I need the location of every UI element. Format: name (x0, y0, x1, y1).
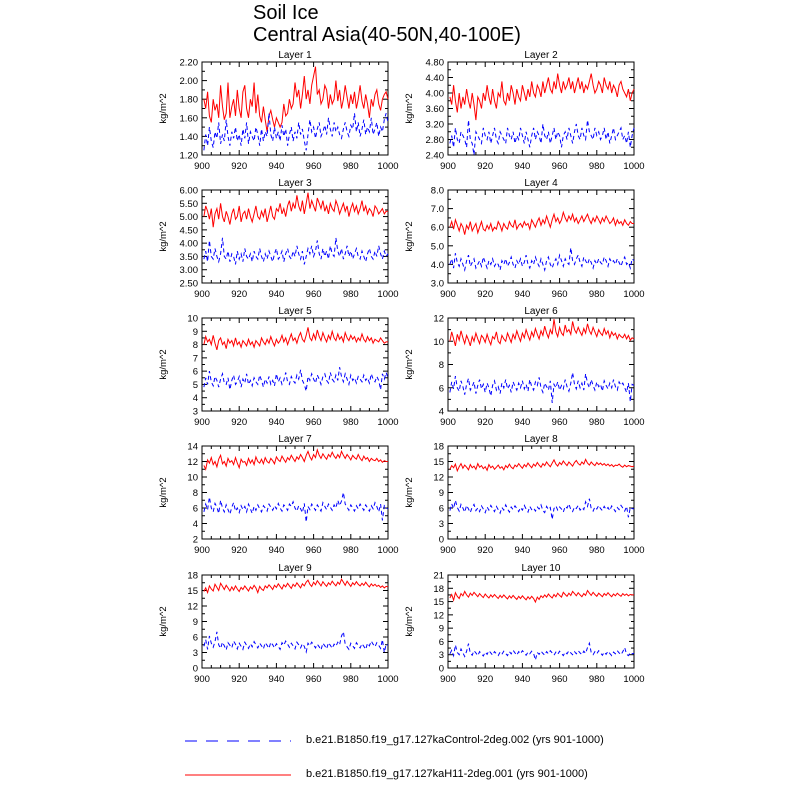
panel-title: Layer 8 (524, 434, 558, 445)
y-tick-label: 3 (438, 650, 444, 662)
panel-title: Layer 6 (524, 306, 558, 317)
x-tick-label: 900 (194, 417, 210, 428)
series-line-experiment (450, 591, 634, 603)
panel-title: Layer 7 (278, 434, 312, 445)
y-axis-label: kg/m^2 (158, 349, 169, 380)
y-axis-label: kg/m^2 (404, 221, 415, 252)
plot-frame (448, 446, 634, 539)
y-tick-label: 4.00 (425, 88, 444, 100)
x-tick-label: 900 (194, 289, 210, 300)
x-tick-label: 960 (551, 674, 568, 685)
y-tick-label: 9 (192, 617, 198, 628)
chart-subtitle: Central Asia(40-50N,40-100E) (253, 24, 521, 46)
series-line-experiment (204, 193, 388, 228)
y-tick-label: 10 (187, 472, 198, 484)
legend-line-control (183, 733, 293, 749)
x-tick-label: 900 (194, 545, 210, 556)
panel-layer-4 (404, 178, 645, 300)
x-tick-label: 960 (305, 289, 322, 300)
y-tick-label: 5.0 (430, 241, 444, 253)
y-tick-label: 6.00 (179, 185, 198, 197)
x-tick-label: 1000 (377, 417, 399, 428)
x-tick-label: 1000 (377, 545, 399, 556)
x-tick-label: 960 (305, 161, 322, 172)
y-tick-label: 9 (438, 488, 444, 499)
x-tick-label: 1000 (623, 674, 645, 685)
y-tick-label: 14 (187, 441, 198, 453)
x-tick-label: 940 (268, 545, 285, 556)
series-line-control (450, 643, 634, 660)
x-tick-label: 1000 (377, 674, 399, 685)
y-tick-label: 3.0 (430, 278, 444, 290)
chart-title: Soil Ice (253, 2, 319, 24)
series-line-control (450, 373, 634, 403)
y-tick-label: 12 (433, 610, 444, 622)
y-tick-label: 6.0 (430, 222, 444, 234)
x-tick-label: 940 (268, 417, 285, 428)
y-tick-label: 18 (433, 441, 444, 453)
y-tick-label: 5.00 (179, 212, 198, 224)
y-tick-label: 8 (192, 340, 198, 352)
x-tick-label: 960 (551, 289, 568, 300)
y-tick-label: 4.80 (425, 57, 444, 69)
y-tick-label: 6 (192, 632, 198, 644)
panel-layer-1 (158, 50, 399, 172)
y-axis-label: kg/m^2 (404, 349, 415, 380)
x-tick-label: 1000 (623, 545, 645, 556)
y-tick-label: 12 (187, 457, 198, 468)
series-line-control (204, 632, 388, 653)
y-tick-label: 4 (192, 393, 198, 405)
x-tick-label: 940 (514, 545, 531, 556)
x-tick-label: 960 (551, 417, 568, 428)
series-line-control (204, 113, 388, 150)
panel-title: Layer 2 (524, 50, 558, 61)
x-tick-label: 900 (440, 289, 456, 300)
y-tick-label: 8.0 (430, 185, 444, 197)
y-tick-label: 2 (192, 534, 198, 546)
plot-frame (202, 318, 388, 411)
series-line-experiment (450, 212, 634, 234)
legend-label-control: b.e21.B1850.f19_g17.127kaControl-2deg.002 (yrs 901-1000) (306, 734, 604, 746)
y-tick-label: 8 (192, 488, 198, 499)
y-tick-label: 9 (438, 623, 444, 635)
panel-layer-2 (404, 50, 645, 172)
x-tick-label: 940 (268, 161, 285, 172)
x-tick-label: 920 (231, 417, 248, 428)
x-tick-label: 920 (231, 545, 248, 556)
y-tick-label: 18 (187, 570, 198, 582)
panel-layer-7 (158, 434, 399, 556)
legend-label-experiment: b.e21.B1850.f19_g17.127kaH11-2deg.001 (yrs 901-1000) (306, 768, 588, 780)
series-line-experiment (450, 459, 634, 470)
x-tick-label: 940 (514, 289, 531, 300)
x-tick-label: 960 (305, 545, 322, 556)
series-line-experiment (450, 74, 634, 121)
x-tick-label: 920 (477, 289, 494, 300)
x-tick-label: 900 (194, 674, 210, 685)
x-tick-label: 980 (342, 289, 359, 300)
series-line-control (450, 120, 634, 155)
x-tick-label: 1000 (377, 289, 399, 300)
y-tick-label: 0 (192, 663, 198, 675)
y-tick-label: 15 (433, 597, 444, 609)
x-tick-label: 980 (342, 674, 359, 685)
series-line-experiment (204, 327, 388, 350)
panel-layer-5 (158, 306, 399, 428)
x-tick-label: 940 (514, 674, 531, 685)
x-tick-label: 1000 (623, 417, 645, 428)
panel-layer-9 (158, 563, 399, 685)
y-axis-label: kg/m^2 (404, 477, 415, 508)
y-tick-label: 5 (192, 379, 198, 391)
y-tick-label: 6 (438, 383, 444, 395)
x-tick-label: 980 (588, 161, 605, 172)
y-axis-label: kg/m^2 (158, 606, 169, 637)
x-tick-label: 920 (477, 545, 494, 556)
x-tick-label: 900 (440, 417, 456, 428)
panel-title: Layer 3 (278, 178, 312, 189)
series-line-experiment (450, 319, 634, 346)
y-tick-label: 5.50 (179, 198, 198, 210)
y-tick-label: 12 (433, 313, 444, 325)
plot-frame (202, 190, 388, 283)
y-tick-label: 4 (192, 519, 198, 530)
x-tick-label: 980 (342, 545, 359, 556)
x-tick-label: 960 (305, 674, 322, 685)
x-tick-label: 940 (268, 289, 285, 300)
y-tick-label: 1.80 (179, 94, 198, 106)
x-tick-label: 920 (231, 161, 248, 172)
x-tick-label: 980 (342, 161, 359, 172)
y-tick-label: 12 (433, 472, 444, 484)
y-axis-label: kg/m^2 (404, 93, 415, 124)
series-line-control (450, 248, 634, 270)
x-tick-label: 980 (342, 417, 359, 428)
x-tick-label: 1000 (623, 161, 645, 172)
panel-layer-6 (404, 306, 645, 428)
y-tick-label: 0 (438, 663, 444, 675)
y-axis-label: kg/m^2 (158, 477, 169, 508)
y-tick-label: 6 (192, 503, 198, 515)
y-tick-label: 10 (187, 313, 198, 325)
x-tick-label: 960 (551, 161, 568, 172)
panel-title: Layer 10 (521, 563, 561, 574)
panel-layer-8 (404, 434, 645, 556)
x-tick-label: 900 (194, 161, 210, 172)
x-tick-label: 900 (440, 545, 456, 556)
y-tick-label: 6 (192, 366, 198, 378)
y-tick-label: 0 (438, 534, 444, 546)
y-tick-label: 3.00 (179, 265, 198, 277)
y-tick-label: 4 (438, 406, 444, 418)
y-tick-label: 15 (187, 586, 198, 597)
panel-layer-3 (158, 178, 399, 300)
y-tick-label: 2.00 (179, 76, 198, 88)
panel-title: Layer 1 (278, 50, 312, 61)
x-tick-label: 920 (477, 161, 494, 172)
y-tick-label: 4.50 (179, 225, 198, 237)
series-line-control (450, 499, 634, 520)
x-tick-label: 920 (477, 674, 494, 685)
x-tick-label: 920 (477, 417, 494, 428)
y-tick-label: 9 (192, 326, 198, 338)
panel-title: Layer 5 (278, 306, 312, 317)
plot-frame (202, 575, 388, 668)
x-tick-label: 940 (514, 417, 531, 428)
y-tick-label: 1.20 (179, 150, 198, 162)
panel-layer-10 (404, 563, 645, 685)
x-tick-label: 920 (231, 289, 248, 300)
y-tick-label: 4.00 (179, 238, 198, 250)
x-tick-label: 980 (588, 289, 605, 300)
x-tick-label: 1000 (377, 161, 399, 172)
y-tick-label: 3.20 (425, 119, 444, 131)
x-tick-label: 980 (588, 674, 605, 685)
y-tick-label: 1.40 (179, 131, 198, 143)
series-line-experiment (204, 67, 388, 132)
plot-frame (202, 446, 388, 539)
x-tick-label: 980 (588, 417, 605, 428)
x-tick-label: 940 (514, 161, 531, 172)
series-line-experiment (204, 450, 388, 469)
y-tick-label: 7 (192, 353, 198, 365)
x-tick-label: 960 (305, 417, 322, 428)
y-tick-label: 3.60 (425, 104, 444, 115)
panel-title: Layer 4 (524, 178, 558, 189)
y-tick-label: 10 (433, 336, 444, 348)
y-tick-label: 4.40 (425, 73, 444, 84)
x-tick-label: 960 (551, 545, 568, 556)
panel-title: Layer 9 (278, 563, 312, 574)
y-tick-label: 6 (438, 636, 444, 648)
y-tick-label: 2.80 (425, 135, 444, 146)
y-tick-label: 2.40 (425, 150, 444, 162)
y-axis-label: kg/m^2 (158, 93, 169, 124)
y-tick-label: 21 (433, 570, 444, 582)
y-tick-label: 1.60 (179, 113, 198, 125)
series-line-control (204, 238, 388, 265)
y-tick-label: 12 (187, 601, 198, 613)
y-tick-label: 3 (438, 519, 444, 530)
x-tick-label: 980 (588, 545, 605, 556)
series-line-control (204, 493, 388, 523)
x-tick-label: 920 (231, 674, 248, 685)
y-axis-label: kg/m^2 (404, 606, 415, 637)
y-tick-label: 18 (433, 583, 444, 595)
legend-line-experiment (183, 767, 293, 783)
y-tick-label: 3.50 (179, 251, 198, 263)
y-tick-label: 7.0 (430, 204, 444, 216)
y-tick-label: 3 (192, 406, 198, 418)
series-line-control (204, 367, 388, 391)
y-tick-label: 8 (438, 360, 444, 371)
x-tick-label: 900 (440, 161, 456, 172)
y-tick-label: 15 (433, 457, 444, 468)
y-tick-label: 6 (438, 503, 444, 515)
x-tick-label: 940 (268, 674, 285, 685)
y-axis-label: kg/m^2 (158, 221, 169, 252)
series-line-experiment (204, 579, 388, 593)
y-tick-label: 2.20 (179, 57, 198, 69)
y-tick-label: 4.0 (430, 259, 444, 271)
x-tick-label: 1000 (623, 289, 645, 300)
x-tick-label: 900 (440, 674, 456, 685)
y-tick-label: 3 (192, 648, 198, 659)
y-tick-label: 2.50 (179, 278, 198, 290)
